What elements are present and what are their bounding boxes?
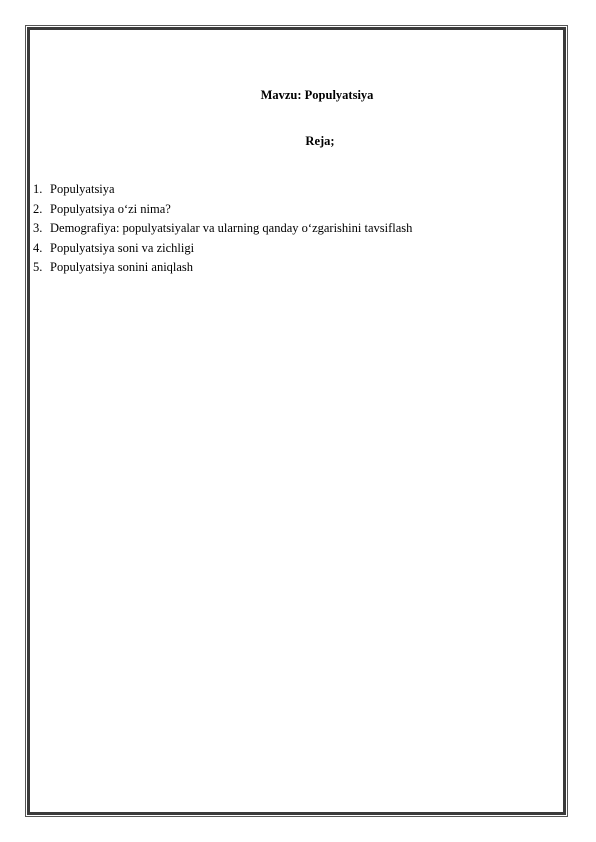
plan-list (33, 180, 412, 278)
list-item-number: 3. (33, 221, 43, 235)
list-item-text: Populyatsiya soni va zichligi (50, 240, 195, 255)
list-item-text: Demografiya: populyatsiyalar va ularning qanday o‘zgarishini tavsiflash (50, 221, 413, 235)
list-item (33, 200, 412, 220)
document-title: Mavzu: Populyatsiya (260, 88, 374, 102)
list-item-text: Populyatsiya sonini aniqlash (50, 260, 194, 274)
list-item-text: Populyatsiya o‘zi nima? (50, 201, 171, 216)
list-item (33, 239, 412, 259)
plan-heading: Reja; (305, 134, 335, 148)
list-item-text: Populyatsiya (50, 182, 115, 196)
list-item (33, 258, 412, 278)
list-item-number: 1. (33, 182, 43, 196)
list-item (33, 180, 412, 200)
list-item (33, 219, 412, 239)
list-item-number: 2. (33, 201, 43, 216)
list-item-number: 5. (33, 260, 43, 274)
list-item-number: 4. (33, 240, 43, 255)
